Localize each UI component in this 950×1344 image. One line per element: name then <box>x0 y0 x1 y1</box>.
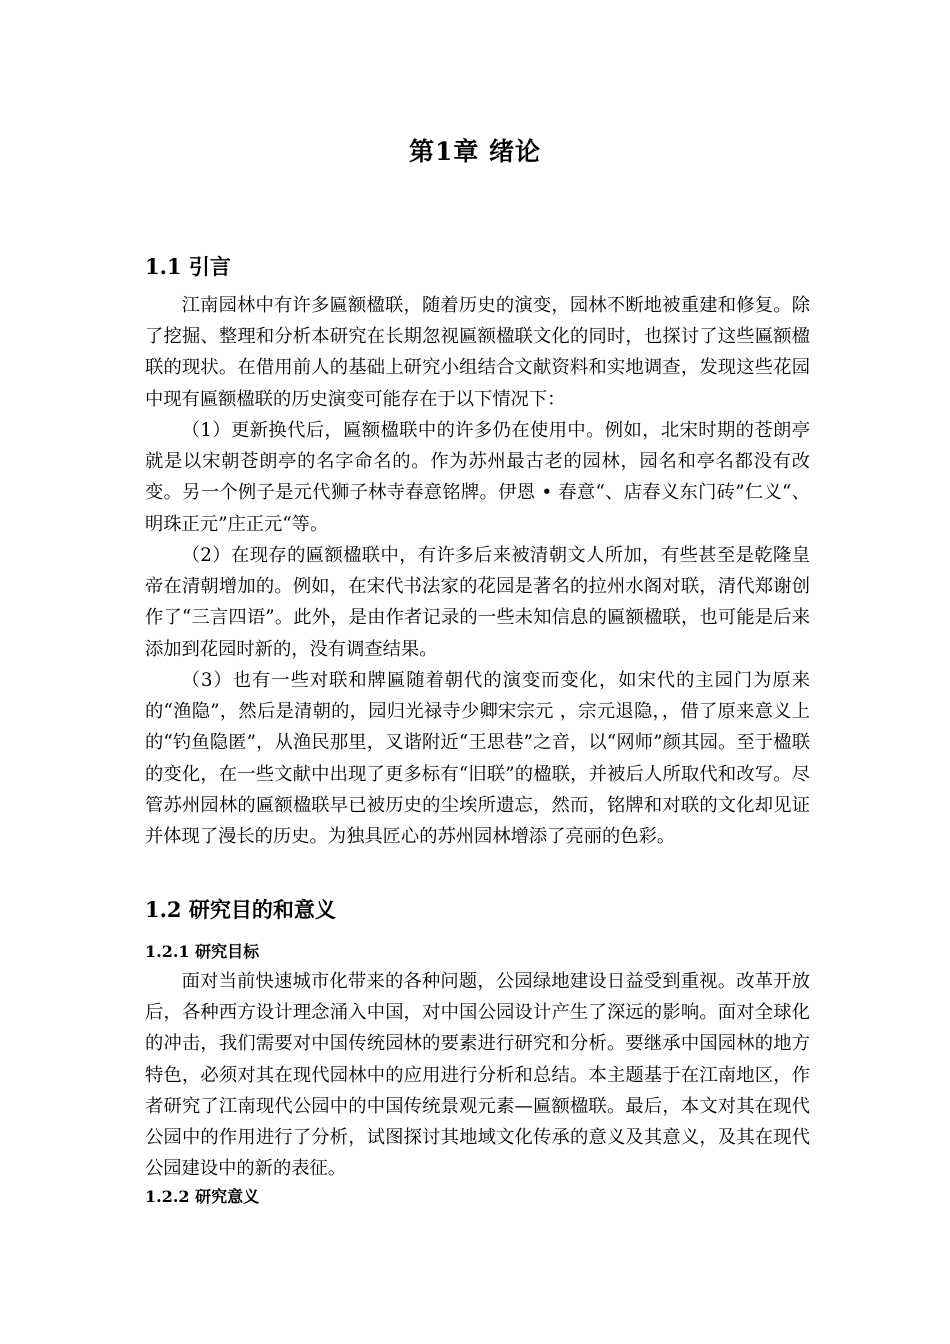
section-heading-1-1: 1.1 引言 <box>145 254 231 279</box>
paragraph-case-1: （1）更新换代后，匾额楹联中的许多仍在使用中。例如，北宋时期的苍朗亭就是以宋朝苍朗亭的名字命名的。作为苏州最古老的园林，园名和亭名都没有改变。另一个例子是元代狮子林寺春意铭牌。伊恩 • 春意“、店春义东门砖”仁义“、明珠正元”庄正元“等。 <box>145 420 810 535</box>
paragraph-intro: 江南园林中有许多匾额楹联，随着历史的演变，园林不断地被重建和修复。除了挖掘、整理和分析本研究在长期忽视匾额楹联文化的同时，也探讨了这些匾额楹联的现状。在借用前人的基础上研究小组结合文献资料和实地调查，发现这些花园中现有匾额楹联的历史演变可能存在于以下情况下： <box>145 295 810 410</box>
subsection-heading-1-2-1: 1.2.1 研究目标 <box>145 942 260 961</box>
subsection-heading-1-2-2: 1.2.2 研究意义 <box>145 1187 260 1206</box>
paragraph-case-2: （2）在现存的匾额楹联中，有许多后来被清朝文人所加，有些甚至是乾隆皇帝在清朝增加的。例如，在宋代书法家的花园是著名的拉州水阁对联，清代郑谢创作了“三言四语”。此外，是由作者记录的一些未知信息的匾额楹联，也可能是后来添加到花园时新的，没有调查结果。 <box>145 545 810 660</box>
section-heading-1-2: 1.2 研究目的和意义 <box>145 897 336 922</box>
chapter-title: 第1章 绪论 <box>408 137 542 166</box>
paragraph-research-goal: 面对当前快速城市化带来的各种问题，公园绿地建设日益受到重视。改革开放后，各种西方设计理念涌入中国，对中国公园设计产生了深远的影响。面对全球化的冲击，我们需要对中国传统园林的要素进行研究和分析。要继承中国园林的地方特色，必须对其在现代园林中的应用进行分析和总结。本主题基于在江南地区，作者研究了江南现代公园中的中国传统景观元素—匾额楹联。最后，本文对其在现代公园中的作用进行了分析，试图探讨其地域文化传承的意义及其意义，及其在现代公园建设中的新的表征。 <box>145 971 810 1180</box>
paragraph-case-3: （3）也有一些对联和牌匾随着朝代的演变而变化，如宋代的主园门为原来的“渔隐”，然后是清朝的，园归光禄寺少卿宋宗元 ，宗元退隐，，借了原来意义上的“钓鱼隐匿”，从渔民那里，叉谐附近“王思巷”之音，以“网师”颜其园。至于楹联的变化，在一些文献中出现了更多标有“旧联”的楹联，并被后人所取代和改写。尽管苏州园林的匾额楹联早已被历史的尘埃所遗忘，然而，铭牌和对联的文化却见证并体现了漫长的历史。为独具匠心的苏州园林增添了亮丽的色彩。 <box>145 670 810 848</box>
